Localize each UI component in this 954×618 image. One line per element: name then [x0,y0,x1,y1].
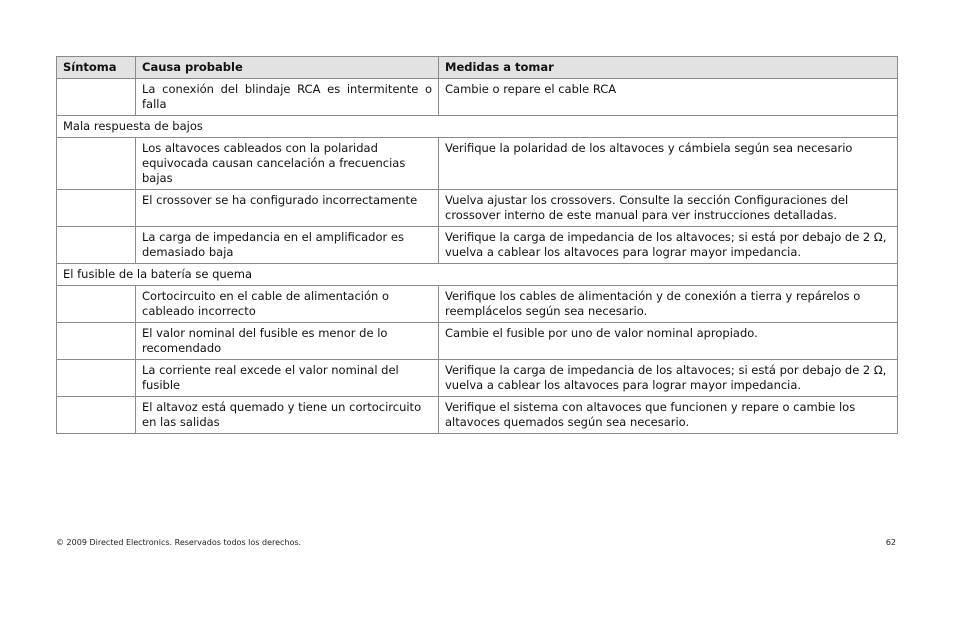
table-body [57,79,898,434]
cause-cell: El crossover se ha configurado incorrectamente [136,190,439,227]
action-cell: Vuelva ajustar los crossovers. Consulte la sección Configuraciones del crossover interno de este manual para ver instrucciones detalladas. [439,190,898,227]
symptom-cell [57,227,136,264]
cause-cell: Cortocircuito en el cable de alimentación o cableado incorrecto [136,286,439,323]
symptom-cell [57,323,136,360]
table-row [57,286,898,323]
table-row [57,138,898,190]
section-symptom-cell: El fusible de la batería se quema [57,264,898,286]
action-cell: Cambie o repare el cable RCA [439,79,898,116]
cause-cell: El valor nominal del fusible es menor de lo recomendado [136,323,439,360]
copyright-notice: © 2009 Directed Electronics. Reservados todos los derechos. [56,538,302,547]
action-cell: Verifique la carga de impedancia de los altavoces; si está por debajo de 2 Ω, vuelva a cablear los altavoces para lograr mayor impedancia. [439,227,898,264]
cause-cell: La carga de impedancia en el amplificador es demasiado baja [136,227,439,264]
cause-cell: Los altavoces cableados con la polaridad equivocada causan cancelación a frecuencias bajas [136,138,439,190]
header-row [57,57,898,79]
cause-cell: La conexión del blindaje RCA es intermitente o falla [136,79,439,116]
table-row [57,79,898,116]
cause-cell: La corriente real excede el valor nominal del fusible [136,360,439,397]
action-cell: Verifique la polaridad de los altavoces y cámbiela según sea necesario [439,138,898,190]
section-row [57,264,898,286]
symptom-cell [57,397,136,434]
table-header [57,57,898,79]
symptom-cell [57,138,136,190]
action-cell: Verifique los cables de alimentación y de conexión a tierra y repárelos o reemplácelos según sea necesario. [439,286,898,323]
section-symptom-cell: Mala respuesta de bajos [57,116,898,138]
header-symptom: Síntoma [57,57,136,79]
page-number: 62 [885,538,896,547]
symptom-cell [57,286,136,323]
section-row [57,116,898,138]
cause-cell: El altavoz está quemado y tiene un cortocircuito en las salidas [136,397,439,434]
troubleshooting-table [56,56,898,434]
table-row [57,360,898,397]
action-cell: Cambie el fusible por uno de valor nominal apropiado. [439,323,898,360]
symptom-cell [57,190,136,227]
action-cell: Verifique la carga de impedancia de los altavoces; si está por debajo de 2 Ω, vuelva a cablear los altavoces para lograr mayor impedancia. [439,360,898,397]
table-row [57,397,898,434]
table-row [57,323,898,360]
table-row [57,227,898,264]
header-action: Medidas a tomar [439,57,898,79]
table-row [57,190,898,227]
action-cell: Verifique el sistema con altavoces que funcionen y repare o cambie los altavoces quemados según sea necesario. [439,397,898,434]
symptom-cell [57,79,136,116]
symptom-cell [57,360,136,397]
header-cause: Causa probable [136,57,439,79]
